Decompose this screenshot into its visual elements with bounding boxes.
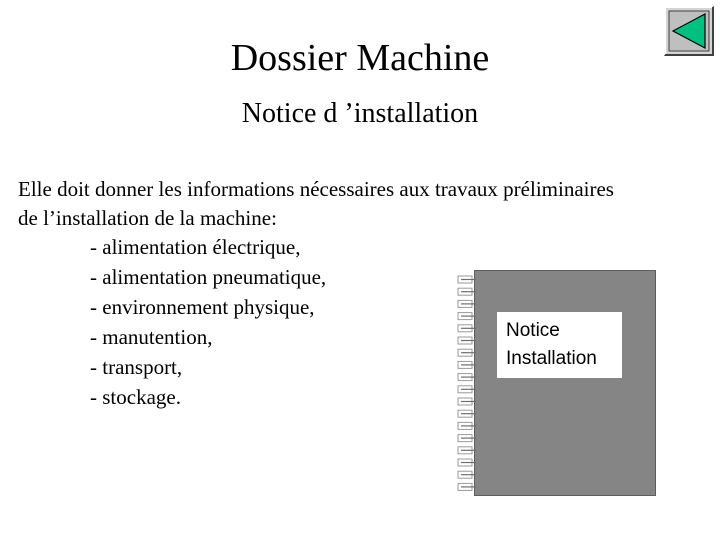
list-item: - environnement physique, <box>90 295 315 319</box>
slide-subtitle: Notice d ’installation <box>241 98 479 129</box>
intro-line: de l’installation de la machine: <box>18 206 277 230</box>
back-button[interactable] <box>664 6 714 56</box>
spiral-ring <box>458 435 476 442</box>
spiral-ring <box>458 361 476 368</box>
list-item: - alimentation électrique, <box>90 235 301 259</box>
spiral-ring <box>458 313 476 320</box>
intro-line: Elle doit donner les informations nécessaires aux travaux préliminaires <box>18 177 614 201</box>
list-item: - alimentation pneumatique, <box>90 265 327 289</box>
spiral-ring <box>458 349 476 356</box>
list-item: - stockage. <box>90 385 181 409</box>
spiral-ring <box>458 447 476 454</box>
list-item: - transport, <box>90 355 183 379</box>
spiral-ring <box>458 398 476 405</box>
spiral-ring <box>458 459 476 466</box>
notebook-label-line: Notice <box>506 320 560 341</box>
spiral-ring <box>458 483 476 490</box>
spiral-ring <box>458 337 476 344</box>
notebook-image <box>456 270 656 496</box>
spiral-ring <box>458 276 476 283</box>
spiral-ring <box>458 374 476 381</box>
spiral-ring <box>458 288 476 295</box>
list-item: - manutention, <box>90 325 213 349</box>
spiral-ring <box>458 300 476 307</box>
requirements-list <box>90 232 326 412</box>
notebook-label-line: Installation <box>506 348 597 369</box>
notebook-label <box>497 312 622 378</box>
notebook-cover <box>474 270 656 496</box>
spiral-ring <box>458 386 476 393</box>
spiral-ring <box>458 410 476 417</box>
intro-text <box>18 175 718 233</box>
spiral-ring <box>458 325 476 332</box>
back-arrow-icon <box>664 6 714 56</box>
spiral-ring <box>458 422 476 429</box>
spiral-ring <box>458 471 476 478</box>
spiral-binding-icon <box>456 270 480 496</box>
slide-title: Dossier Machine <box>230 37 490 79</box>
